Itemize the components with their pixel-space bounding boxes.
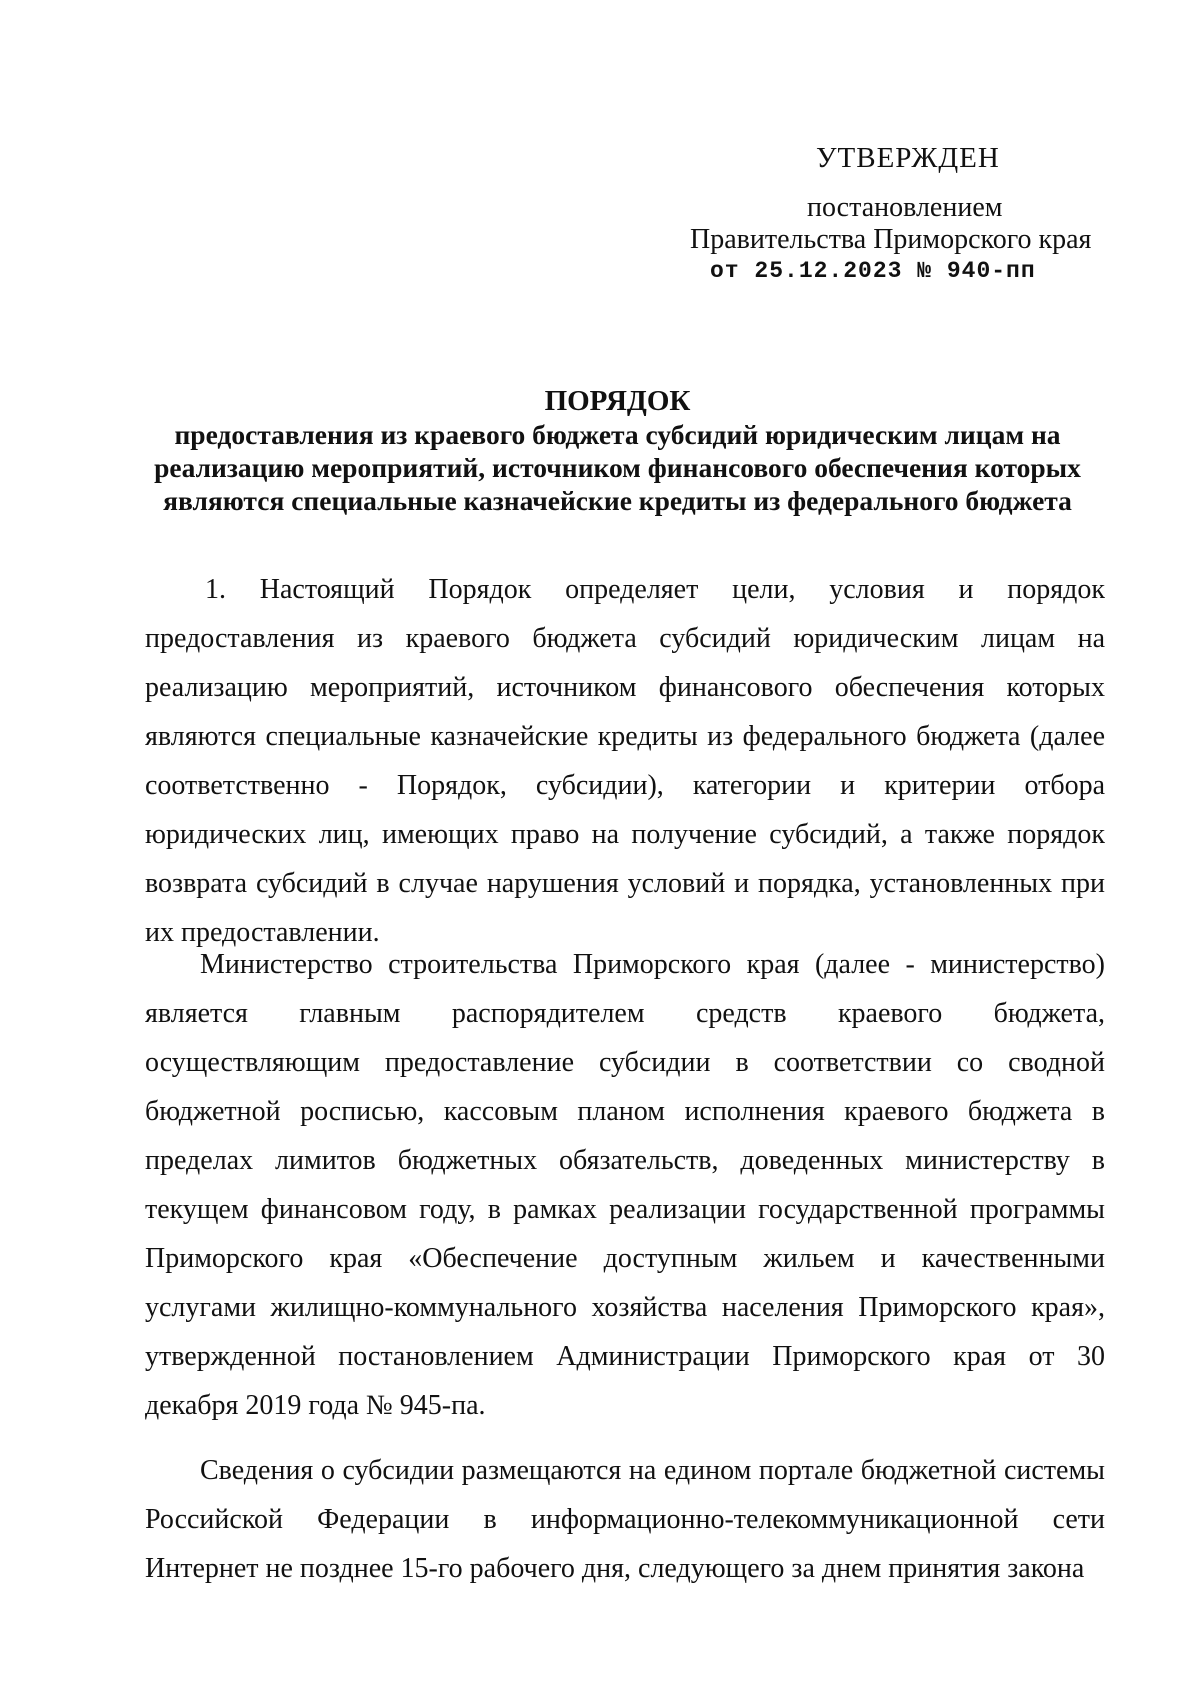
document-subtitle-line: являются специальные казначейские кредиты из федерального бюджета (163, 485, 1072, 516)
approved-authority-line: Правительства Приморского края (690, 224, 1092, 255)
body-paragraph: Министерство строительства Приморского края (далее - министерство) является главным распорядителем средств краевого бюджета, осуществляющим предоставление субсидии в соответствии со сводной бюджетной росписью, кассовым планом исполнения краевого бюджета в пределах лимитов бюджетных обязательств, доведенных министерству в текущем финансовом году, в рамках реализации государственной программы Приморского края «Обеспечение доступным жильем и качественными услугами жилищно-коммунального хозяйства населения Приморского края», утвержденной постановлением Администрации Приморского края от 30 декабря 2019 года № 945-па. (145, 949, 1105, 1421)
document-subtitle-line: реализацию мероприятий, источником финансового обеспечения которых (154, 452, 1081, 483)
paragraph-block-1 (145, 565, 1105, 957)
document-heading (130, 385, 1105, 517)
document-subtitle-line: предоставления из краевого бюджета субсидий юридическим лицам на (174, 419, 1061, 450)
document-title: ПОРЯДОК (544, 385, 691, 417)
approval-date-number: от 25.12.2023 № 940-пп (710, 258, 1036, 284)
body-paragraph: Сведения о субсидии размещаются на едином портале бюджетной системы Российской Федерации в информационно-телекоммуникационной сети Интернет не позднее 15-го рабочего дня, следующего за днем принятия закона (145, 1455, 1105, 1584)
body-paragraph: 1. Настоящий Порядок определяет цели, условия и порядок предоставления из краевого бюджета субсидий юридическим лицам на реализацию мероприятий, источником финансового обеспечения которых являются специальные казначейские кредиты из федерального бюджета (далее соответственно - Порядок, субсидии), категории и критерии отбора юридических лиц, имеющих право на получение субсидий, а также порядок возврата субсидий в случае нарушения условий и порядка, установленных при их предоставлении. (145, 574, 1105, 948)
approved-title: УТВЕРЖДЕН (816, 142, 1000, 174)
paragraph-block-3 (145, 1446, 1105, 1593)
paragraph-block-2 (145, 940, 1105, 1430)
approved-by-line: постановлением (807, 192, 1003, 223)
